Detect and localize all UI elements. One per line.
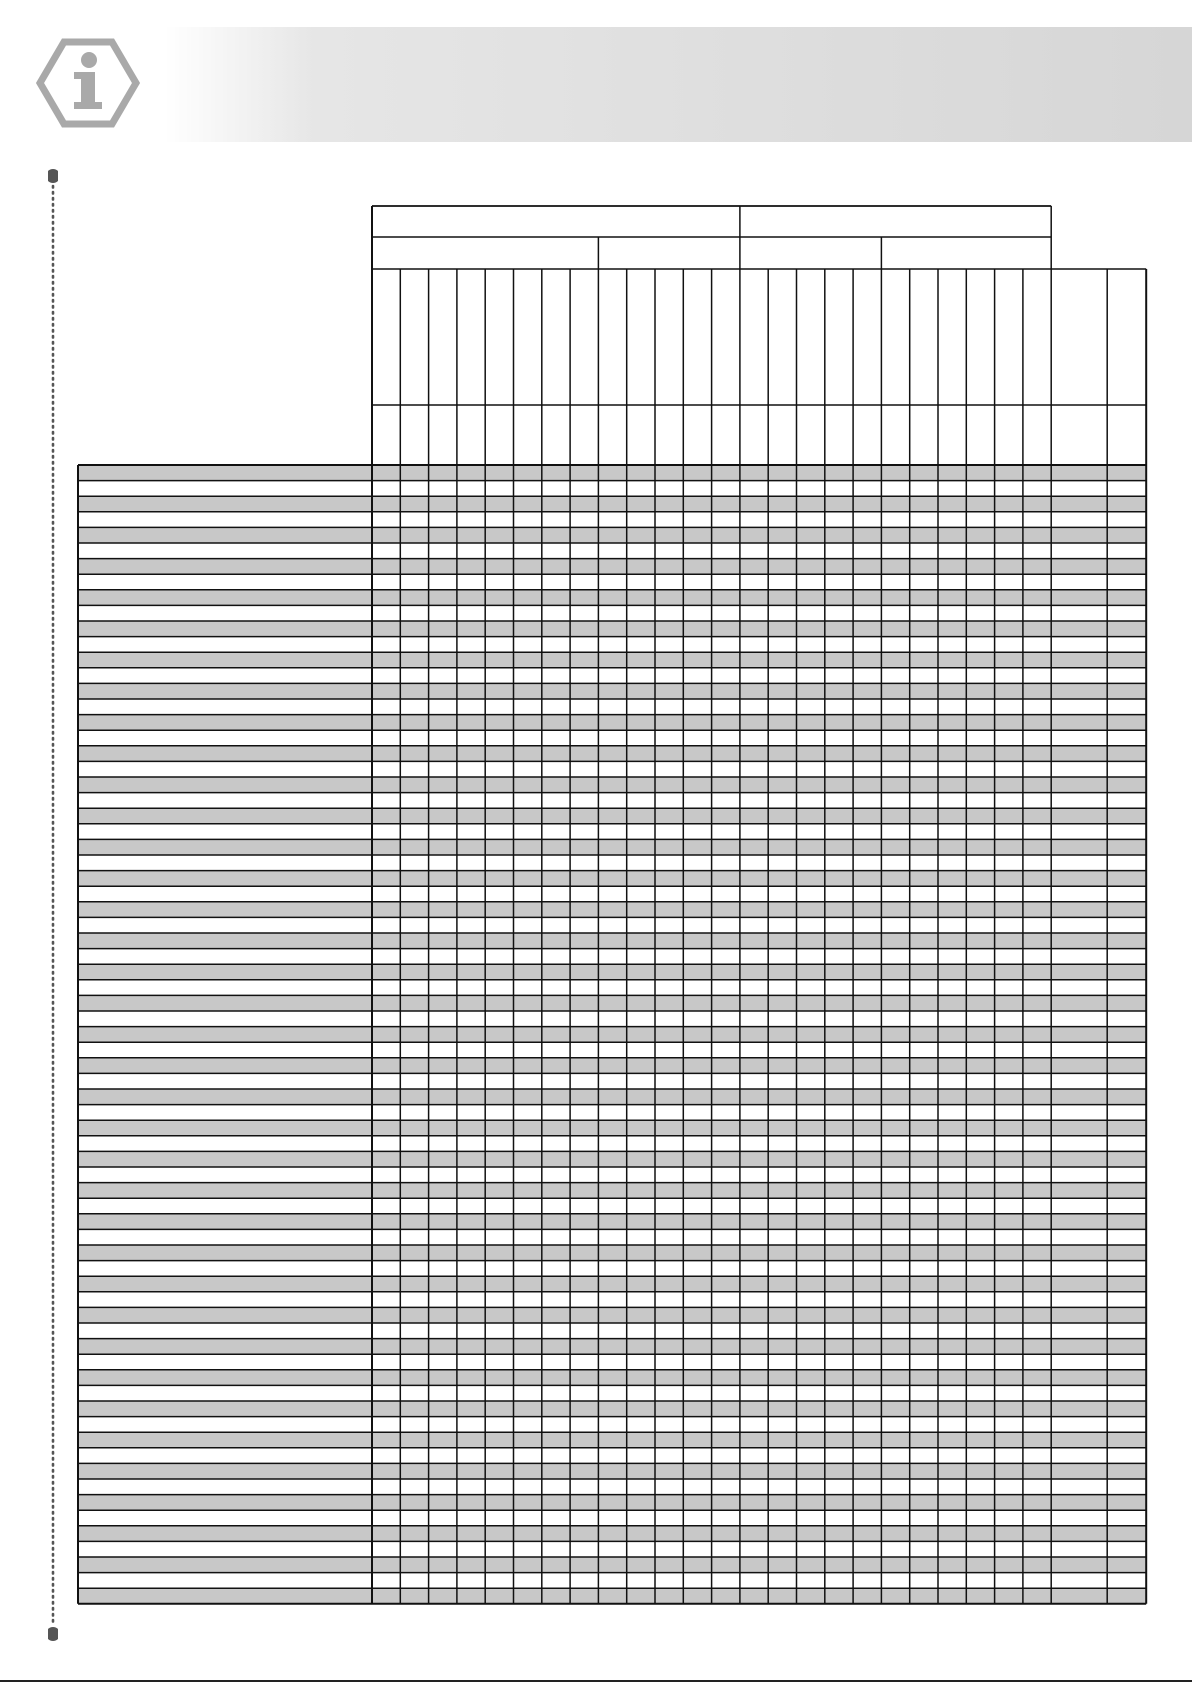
table-row-shade <box>78 933 1146 949</box>
table-row-shade <box>78 1245 1146 1261</box>
table-row-shade <box>78 1120 1146 1136</box>
table-row-shade <box>78 995 1146 1011</box>
table-row-shade <box>78 559 1146 575</box>
table-row-shade <box>78 1339 1146 1355</box>
table-row-shade <box>78 964 1146 980</box>
table-row-shade <box>78 1463 1146 1479</box>
table-row-shade <box>78 1183 1146 1199</box>
table-row-shade <box>78 777 1146 793</box>
table-row-shade <box>78 465 1146 481</box>
table-row-shade <box>78 683 1146 699</box>
table-row-shade <box>78 1495 1146 1511</box>
table-row-shade <box>78 1089 1146 1105</box>
table-row-shade <box>78 839 1146 855</box>
table-row-shade <box>78 902 1146 918</box>
table-row-shade <box>78 1276 1146 1292</box>
table-row-shade <box>78 1588 1146 1604</box>
table-row-shade <box>78 746 1146 762</box>
table-row-shade <box>78 1058 1146 1074</box>
footer-rule <box>0 1680 1192 1682</box>
table-row-shade <box>78 1370 1146 1386</box>
table-row-shade <box>78 1557 1146 1573</box>
table-row-shade <box>78 527 1146 543</box>
table-row-shade <box>78 1307 1146 1323</box>
table-row-shade <box>78 715 1146 731</box>
table-row-shade <box>78 871 1146 887</box>
table-row-shade <box>78 652 1146 668</box>
table-row-shade <box>78 1027 1146 1043</box>
table-row-shade <box>78 1526 1146 1542</box>
table-row-shade <box>78 1432 1146 1448</box>
table-row-shade <box>78 496 1146 512</box>
table-row-shade <box>78 1214 1146 1230</box>
table-row-shade <box>78 1401 1146 1417</box>
table-row-shade <box>78 1151 1146 1167</box>
table-row-shade <box>78 621 1146 637</box>
table-row-shade <box>78 590 1146 606</box>
table-row-shade <box>78 808 1146 824</box>
